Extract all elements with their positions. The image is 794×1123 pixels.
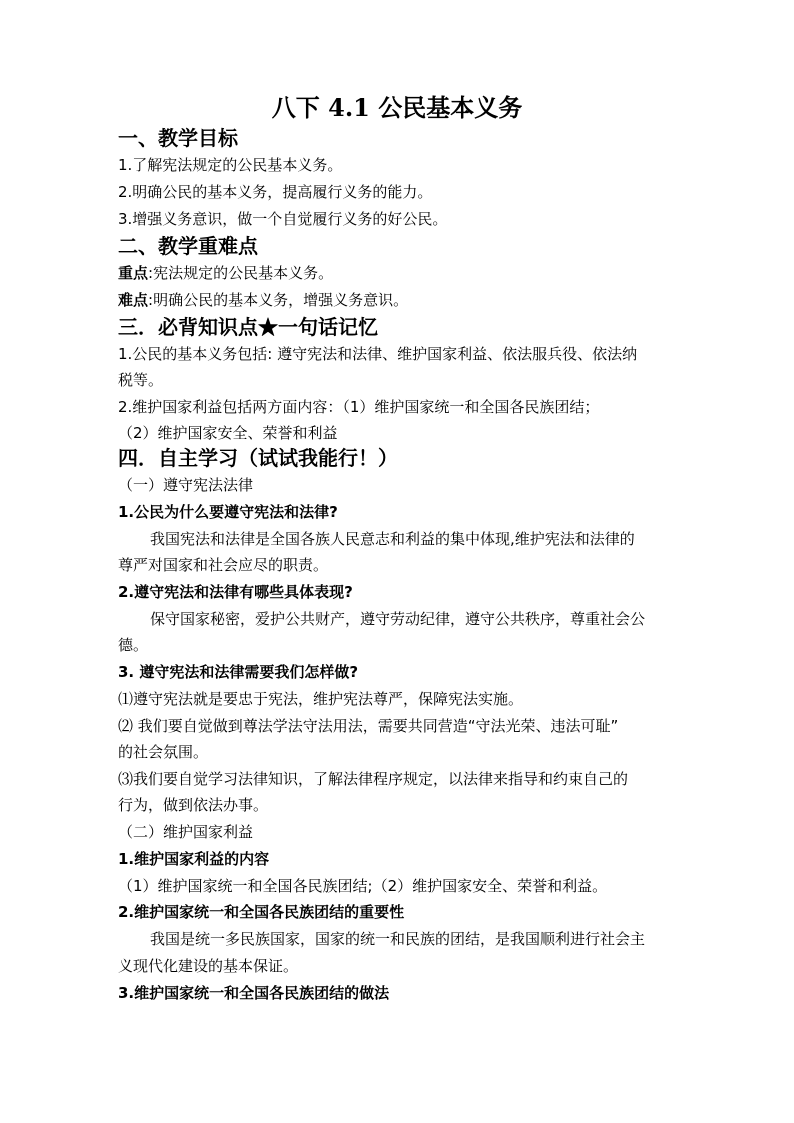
question-3: 3. 遵守宪法和法律需要我们怎样做? bbox=[118, 663, 359, 681]
document-title: 八下 4.1 公民基本义务 bbox=[271, 93, 523, 122]
memory-point-1-line-1: 1.公民的基本义务包括: 遵守宪法和法律、维护国家利益、依法服兵役、依法纳 bbox=[118, 345, 638, 363]
answer-3-item-3-line-2: 行为，做到依法办事。 bbox=[118, 796, 269, 814]
section-heading-objectives: 一、教学目标 bbox=[118, 126, 238, 150]
answer-4: （1）维护国家统一和全国各民族团结;（2）维护国家安全、荣誉和利益。 bbox=[118, 877, 608, 895]
memory-point-2-line-2: （2）维护国家安全、荣誉和利益 bbox=[118, 424, 338, 442]
question-4: 1.维护国家利益的内容 bbox=[118, 850, 270, 868]
difficulty-label: 难点 bbox=[118, 291, 149, 309]
section-heading-memory: 三．必背知识点★一句话记忆 bbox=[118, 315, 378, 339]
memory-point-2-line-1: 2.维护国家利益包括两方面内容：（1）维护国家统一和全国各民族团结； bbox=[118, 398, 600, 416]
section-heading-self-study: 四．自主学习（试试我能行！） bbox=[118, 446, 398, 470]
question-1: 1.公民为什么要遵守宪法和法律? bbox=[118, 503, 338, 521]
answer-3-item-3-line-1: ⑶我们要自觉学习法律知识，了解法律程序规定，以法律来指导和约束自己的 bbox=[118, 770, 629, 788]
section-heading-key-points: 二、教学重难点 bbox=[118, 234, 258, 258]
key-point-text: :宪法规定的公民基本义务。 bbox=[148, 264, 334, 282]
answer-5-line-1: 我国是统一多民族国家，国家的统一和民族的团结，是我国顺利进行社会主 bbox=[150, 930, 646, 948]
answer-1-line-1: 我国宪法和法律是全国各族人民意志和利益的集中体现,维护宪法和法律的 bbox=[150, 530, 635, 548]
answer-3-item-1: ⑴遵守宪法就是要忠于宪法，维护宪法尊严，保障宪法实施。 bbox=[118, 690, 524, 708]
key-point-label: 重点 bbox=[118, 264, 149, 282]
answer-2-line-1: 保守国家秘密，爱护公共财产，遵守劳动纪律，遵守公共秩序，尊重社会公 bbox=[150, 610, 646, 628]
answer-3-item-2-line-1: ⑵ 我们要自觉做到尊法学法守法用法，需要共同营造“守法光荣、违法可耻” bbox=[118, 717, 619, 735]
difficulty-line bbox=[118, 288, 408, 312]
question-6: 3.维护国家统一和全国各民族团结的做法 bbox=[118, 984, 390, 1002]
subsection-heading-law: （一）遵守宪法法律 bbox=[118, 476, 254, 494]
answer-3-item-2-line-2: 的社会氛围。 bbox=[118, 743, 209, 761]
subsection-heading-national-interest: （二）维护国家利益 bbox=[118, 823, 254, 841]
answer-1-line-2: 尊严对国家和社会应尽的职责。 bbox=[118, 556, 329, 574]
objective-item-1: 1.了解宪法规定的公民基本义务。 bbox=[118, 156, 343, 174]
question-5: 2.维护国家统一和全国各民族团结的重要性 bbox=[118, 903, 405, 921]
objective-item-2: 2.明确公民的基本义务，提高履行义务的能力。 bbox=[118, 183, 433, 201]
key-point-line bbox=[118, 261, 333, 285]
question-2: 2.遵守宪法和法律有哪些具体表现? bbox=[118, 583, 353, 601]
objective-item-3: 3.增强义务意识，做一个自觉履行义务的好公民。 bbox=[118, 210, 448, 228]
difficulty-text: :明确公民的基本义务，增强义务意识。 bbox=[148, 291, 409, 309]
memory-point-1-line-2: 税等。 bbox=[118, 371, 164, 389]
answer-2-line-2: 德。 bbox=[118, 636, 149, 654]
answer-5-line-2: 义现代化建设的基本保证。 bbox=[118, 957, 299, 975]
